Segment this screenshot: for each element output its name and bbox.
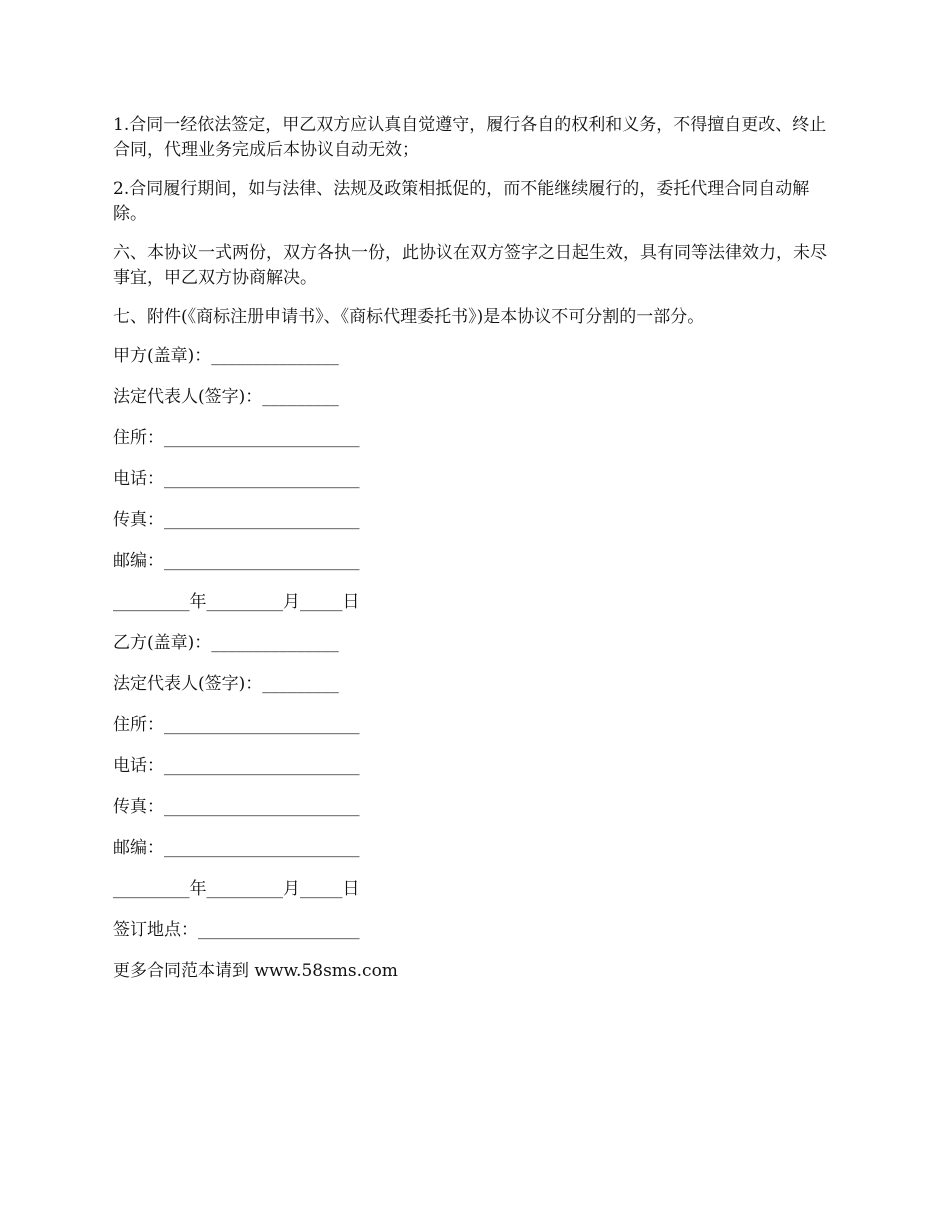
party-b-representative-field: 法定代表人(签字)：_________ [113,674,339,694]
party-a-date-field: _________年_________月_____日 [113,592,360,612]
footer-promo-text: 更多合同范本请到 www.58sms.com [113,961,398,981]
clause-1: 1.合同一经依法签定，甲乙双方应认真自觉遵守，履行各自的权利和义务，不得擅自更改、终止合同，代理业务完成后本协议自动无效； [113,115,827,160]
party-b-seal-field: 乙方(盖章)：_______________ [113,633,339,653]
party-b-phone-field: 电话：_______________________ [113,756,360,776]
party-b-fax-field: 传真：_______________________ [113,797,360,817]
party-b-postcode-field: 邮编：_______________________ [113,838,360,858]
party-a-address-field: 住所：_______________________ [113,428,360,448]
party-a-postcode-field: 邮编：_______________________ [113,551,360,571]
party-a-fax-field: 传真：_______________________ [113,510,360,530]
party-a-phone-field: 电话：_______________________ [113,469,360,489]
party-a-signature-block [113,344,843,615]
clause-2: 2.合同履行期间，如与法律、法规及政策相抵促的，而不能继续履行的，委托代理合同自动解除。 [113,179,810,224]
clause-6: 六、本协议一式两份，双方各执一份，此协议在双方签字之日起生效，具有同等法律效力，未尽事宜，甲乙双方协商解决。 [113,243,827,288]
clause-7: 七、附件(《商标注册申请书》、《商标代理委托书》)是本协议不可分割的一部分。 [113,307,705,327]
contract-body [113,113,843,984]
party-a-representative-field: 法定代表人(签字)：_________ [113,387,339,407]
party-a-seal-field: 甲方(盖章)：_______________ [113,346,339,366]
party-b-signature-block [113,631,843,902]
party-b-date-field: _________年_________月_____日 [113,879,360,899]
signing-place-field: 签订地点：___________________ [113,920,360,940]
party-b-address-field: 住所：_______________________ [113,715,360,735]
